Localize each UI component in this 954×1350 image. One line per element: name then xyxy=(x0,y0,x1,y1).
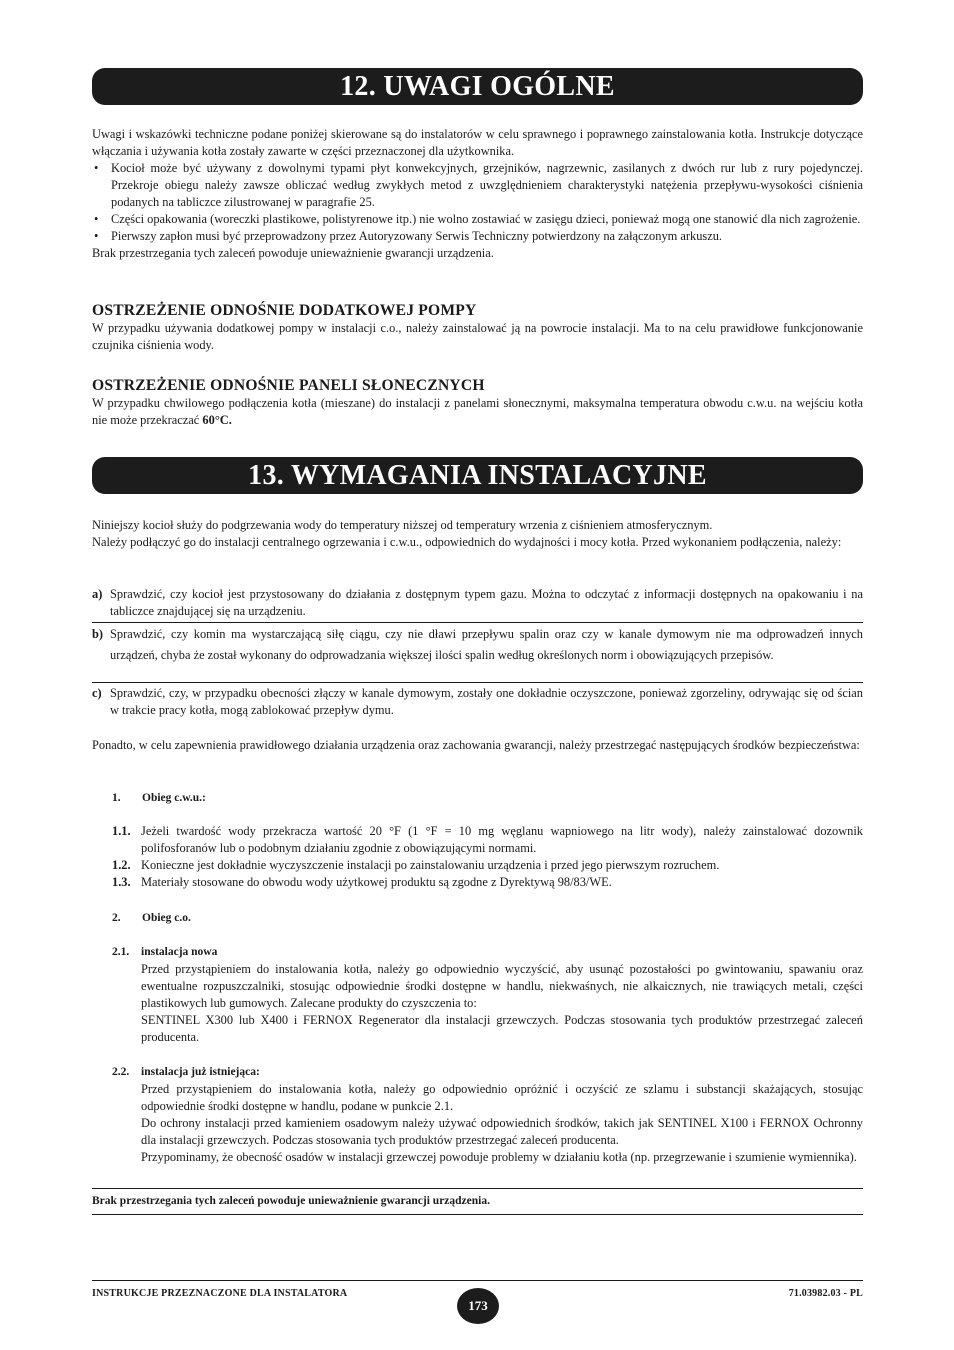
solar-text xyxy=(92,395,863,429)
check-b xyxy=(92,624,863,666)
section-13-title: 13. WYMAGANIA INSTALACYJNE xyxy=(92,457,863,494)
divider xyxy=(92,1214,863,1215)
check-c xyxy=(92,685,863,719)
solar-warning xyxy=(92,377,863,429)
pump-heading: OSTRZEŻENIE ODNOŚNIE DODATKOWEJ POMPY xyxy=(92,302,477,319)
item-number: 2.2. xyxy=(112,1066,130,1078)
new-install-text-2: SENTINEL X300 lub X400 i FERNOX Regenerator dla instalacji grzewczych. Podczas stosowania tych produktów przestrzegać zaleceń producenta. xyxy=(141,1013,863,1044)
divider xyxy=(92,622,863,623)
divider xyxy=(92,682,863,683)
item-text: Materiały stosowane do obwodu wody użytkowej produktu są zgodne z Dyrektywą 98/83/WE. xyxy=(141,875,612,889)
item-text: Konieczne jest dokładnie wyczyszczenie instalacji po zainstalowaniu urządzenia i przed jego pierwszym rozruchem. xyxy=(141,858,720,872)
solar-heading: OSTRZEŻENIE ODNOŚNIE PANELI SŁONECZNYCH xyxy=(92,377,485,394)
warranty-closing: Brak przestrzegania tych zaleceń powoduje unieważnienie gwarancji urządzenia. xyxy=(92,246,494,260)
heading-label: Obieg c.w.u.: xyxy=(142,792,206,804)
section-12-title: 12. UWAGI OGÓLNE xyxy=(92,68,863,105)
section-12-body xyxy=(92,126,863,262)
item-number: 1.2. xyxy=(112,858,131,872)
divider xyxy=(92,1188,863,1189)
existing-install-text-1: Przed przystąpieniem do instalowania kotła, należy go odpowiednio opróżnić i oczyścić ze szlamu i substancji skażających, stosując odpowiednie środki dostępne w handlu, podane w punkcie 2.1. xyxy=(141,1082,863,1113)
check-a xyxy=(92,586,863,620)
dhw-heading xyxy=(92,790,863,807)
item-label: instalacja już istniejąca: xyxy=(141,1066,260,1078)
intro-1: Niniejszy kocioł służy do podgrzewania wody do temperatury niższej od temperatury wrzenia z ciśnieniem atmosferycznym. xyxy=(92,518,713,532)
check-letter: a) xyxy=(92,587,103,601)
heading-label: Obieg c.o. xyxy=(142,912,191,924)
footer-rule xyxy=(92,1280,863,1281)
item-number: 2.1. xyxy=(112,946,130,958)
footer-left: INSTRUKCJE PRZEZNACZONE DLA INSTALATORA xyxy=(92,1288,348,1299)
intro-2: Należy podłączyć go do instalacji centralnego ogrzewania i c.w.u., odpowiednich do wydajności i mocy kotła. Przed wykonaniem podłączenia, należy: xyxy=(92,535,842,549)
existing-install xyxy=(92,1064,863,1166)
new-install xyxy=(92,944,863,1046)
footer-right: 71.03982.03 - PL xyxy=(788,1288,863,1299)
check-text: Sprawdzić, czy komin ma wystarczającą siłę ciągu, czy nie dławi przepływu spalin oraz czy w kanale dymowym nie ma odprowadzeń innych urządzeń, chyba że został wykonany do odprowadzania większej ilości spalin według określonych norm i obowiązujących przepisów. xyxy=(110,627,863,662)
pump-warning xyxy=(92,302,863,354)
section-13-intro xyxy=(92,517,863,551)
safety-intro-text: Ponadto, w celu zapewnienia prawidłowego działania urządzenia oraz zachowania gwarancji, należy przestrzegać następujących środków bezpieczeństwa: xyxy=(92,738,860,752)
item-number: 1.3. xyxy=(112,875,131,889)
item-number: 1.1. xyxy=(112,824,131,838)
item-label: instalacja nowa xyxy=(141,946,218,958)
check-text: Sprawdzić, czy, w przypadku obecności złączy w kanale dymowym, zostały one dokładnie oczyszczone, ponieważ zgorzeliny, odrywając się od ścian w trakcie pracy kotła, mogą zablokować przepływ dymu. xyxy=(110,686,863,717)
check-letter: b) xyxy=(92,627,104,641)
heading-number: 1. xyxy=(112,792,121,804)
check-text: Sprawdzić, czy kocioł jest przystosowany do działania z dostępnym typem gazu. Można to odczytać z informacji dostępnych na opakowaniu i na tabliczce znajdującej się na urządzeniu. xyxy=(110,587,863,618)
bullet-item: • Pierwszy zapłon musi być przeprowadzony przez Autoryzowany Serwis Techniczny potwierdzony na załączonym arkuszu. xyxy=(92,228,863,245)
existing-install-text-3: Przypominamy, że obecność osadów w instalacji grzewczej powoduje problemy w działaniu kotła (np. przegrzewanie i szumienie wymiennika). xyxy=(141,1150,857,1164)
bullet-item: • Części opakowania (woreczki plastikowe, polistyrenowe itp.) nie wolno zostawiać w zasięgu dzieci, ponieważ mogą one stanowić dla nich zagrożenie. xyxy=(92,211,863,228)
item-text: Jeżeli twardość wody przekracza wartość 20 °F (1 °F = 10 mg węglanu wapniowego na litr wody), należy zainstalować dozownik polifosforanów lub o podobnym działaniu zgodnie z obowiązującymi normami. xyxy=(141,824,863,855)
safety-intro xyxy=(92,737,863,754)
page-number: 173 xyxy=(457,1288,499,1324)
dhw-items xyxy=(92,823,863,891)
heading-number: 2. xyxy=(112,912,121,924)
ch-heading xyxy=(92,910,863,927)
solar-temp: 60°C. xyxy=(202,413,232,427)
warranty-note: Brak przestrzegania tych zaleceń powoduje unieważnienie gwarancji urządzenia. xyxy=(92,1195,490,1207)
intro-paragraph: Uwagi i wskazówki techniczne podane poniżej skierowane są do instalatorów w celu sprawnego i poprawnego zainstalowania kotła. Instrukcje dotyczące włączania i używania kotła zostały zawarte w części przeznaczonej dla użytkownika. xyxy=(92,127,863,158)
check-letter: c) xyxy=(92,686,102,700)
pump-text: W przypadku używania dodatkowej pompy w instalacji c.o., należy zainstalować ją na powrocie instalacji. Ma to na celu prawidłowe funkcjonowanie czujnika ciśnienia wody. xyxy=(92,321,863,352)
bullet-item: • Kocioł może być używany z dowolnymi typami płyt konwekcyjnych, grzejników, nagrzewnic, zasilanych z dwóch rur lub z rury pojedynczej. Przekroje obiegu należy zawsze obliczać według zwykłych metod z uwzględnieniem charakterystyki natężenia przepływu-wysokości ciśnienia podanych na tabliczce zilustrowanej w paragrafie 25. xyxy=(92,160,863,211)
solar-text-body: W przypadku chwilowego podłączenia kotła (mieszane) do instalacji z panelami słonecznymi, maksymalna temperatura obwodu c.w.u. na wejściu kotła nie może przekraczać xyxy=(92,396,863,427)
existing-install-text-2: Do ochrony instalacji przed kamieniem osadowym należy używać odpowiednich środków, takich jak SENTINEL X100 i FERNOX Ochronny dla instalacji grzewczych. Podczas stosowania tych produktów przestrzegać zaleceń producenta. xyxy=(141,1116,863,1147)
new-install-text-1: Przed przystąpieniem do instalowania kotła, należy go odpowiednio wyczyścić, aby usunąć pozostałości po gwintowaniu, spawaniu oraz ewentualne rozpuszczalniki, stosując odpowiednie środki dostępne w handlu, niekwaśnych, nie alkaicznych, nie trawiących metali, części plastikowych lub gumowych. Zalecane produkty do czyszczenia to: xyxy=(141,962,863,1010)
